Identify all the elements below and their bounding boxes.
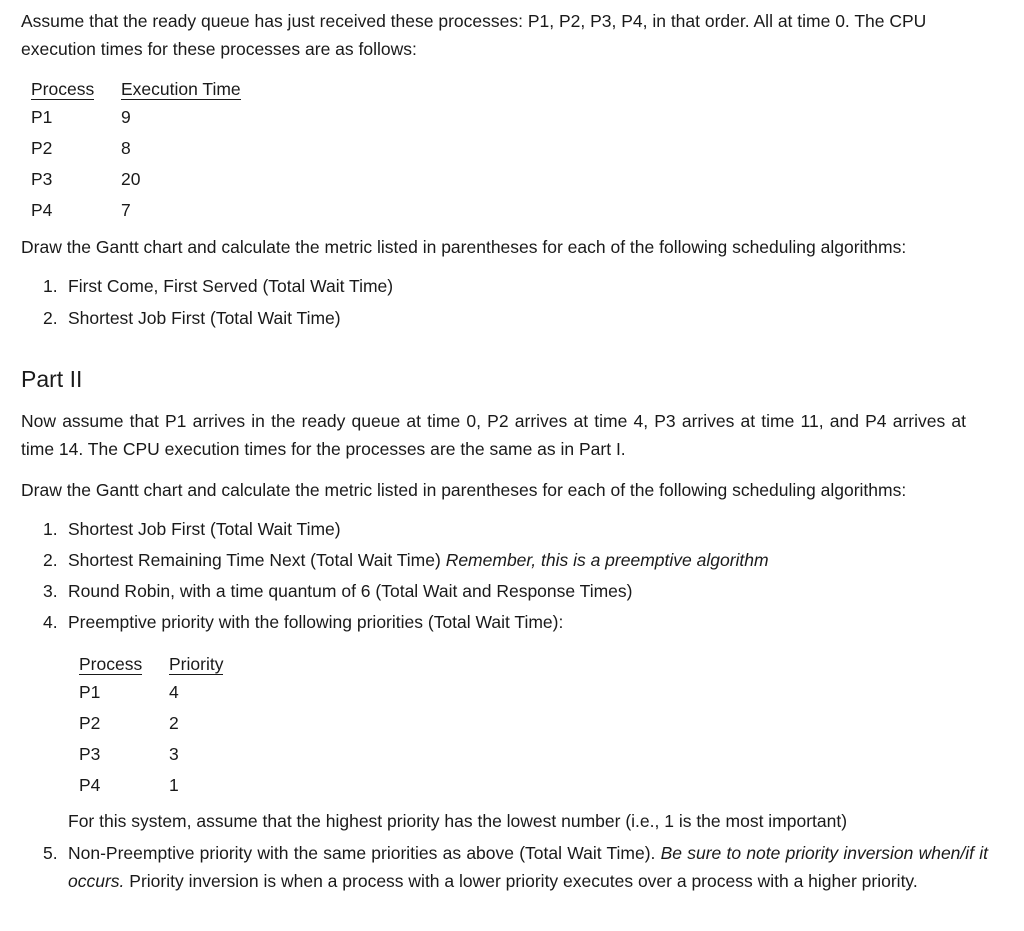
header-execution-time: Execution Time [121, 78, 241, 99]
list-item: 1. Shortest Job First (Total Wait Time) [43, 519, 341, 539]
italic-note: Remember, this is a preemptive algorithm [445, 550, 769, 570]
cell-process: P4 [31, 200, 53, 220]
table-row [31, 164, 241, 195]
cell-process: P1 [79, 682, 101, 702]
cell-priority: 3 [169, 744, 179, 764]
cell-process: P1 [31, 107, 53, 127]
cell-process: P2 [31, 138, 53, 158]
list-item: 3. Round Robin, with a time quantum of 6 (Total Wait and Response Times) [43, 581, 633, 601]
part1-instruction: Draw the Gantt chart and calculate the metric listed in parentheses for each of the following scheduling algorithms: [21, 237, 907, 257]
table-row [79, 739, 223, 770]
cell-time: 7 [121, 200, 131, 220]
part2-instruction: Draw the Gantt chart and calculate the metric listed in parentheses for each of the following scheduling algorithms: [21, 480, 907, 500]
table-row [31, 195, 241, 226]
table-header-row [31, 76, 241, 102]
priority-table [79, 651, 223, 801]
cell-process: P2 [79, 713, 101, 733]
part2-heading: Part II [21, 366, 83, 392]
cell-priority: 1 [169, 775, 179, 795]
cell-time: 20 [121, 169, 141, 189]
table-header-row [79, 651, 223, 677]
cell-time: 8 [121, 138, 131, 158]
header-process: Process [31, 78, 95, 99]
list-item: 4. Preemptive priority with the following priorities (Total Wait Time): [43, 612, 564, 632]
table-row [79, 770, 223, 801]
table-row [79, 708, 223, 739]
cell-process: P3 [31, 169, 53, 189]
header-process: Process [79, 653, 143, 674]
cell-process: P4 [79, 775, 101, 795]
italic-note: Be sure to note priority inversion when/if it occurs. [68, 843, 988, 891]
list-item: 2. Shortest Job First (Total Wait Time) [43, 308, 341, 328]
list-item: 2. Shortest Remaining Time Next (Total Wait Time) Remember, this is a preemptive algorithm [43, 550, 769, 570]
priority-note: For this system, assume that the highest priority has the lowest number (i.e., 1 is the most important) [68, 811, 848, 831]
cell-time: 9 [121, 107, 131, 127]
list-item: 1. First Come, First Served (Total Wait Time) [43, 276, 394, 296]
cell-priority: 2 [169, 713, 179, 733]
part1-intro: Assume that the ready queue has just received these processes: P1, P2, P3, P4, in that order. All at time 0. The CPU execution times for these processes are as follows: [21, 11, 927, 59]
cell-priority: 4 [169, 682, 179, 702]
table-row [79, 677, 223, 708]
cell-process: P3 [79, 744, 101, 764]
part2-intro: Now assume that P1 arrives in the ready queue at time 0, P2 arrives at time 4, P3 arrives at time 11, and P4 arrives at time 14. The CPU execution times for the processes are the same as in Part I. [21, 411, 966, 459]
list-item: 5. Non-Preemptive priority with the same priorities as above (Total Wait Time). Be sure to note priority inversion when/if it occurs. Priority inversion is when a process with a lower priority executes over a process with a higher priority. [43, 839, 988, 895]
execution-time-table [31, 76, 241, 226]
table-row [31, 133, 241, 164]
header-priority: Priority [169, 653, 224, 674]
table-row [31, 102, 241, 133]
list-item-body: Non-Preemptive priority with the same priorities as above (Total Wait Time). Be sure to note priority inversion when/if it occurs. Priority inversion is when a process with a lower priority executes over a process with a higher priority. [68, 843, 988, 891]
